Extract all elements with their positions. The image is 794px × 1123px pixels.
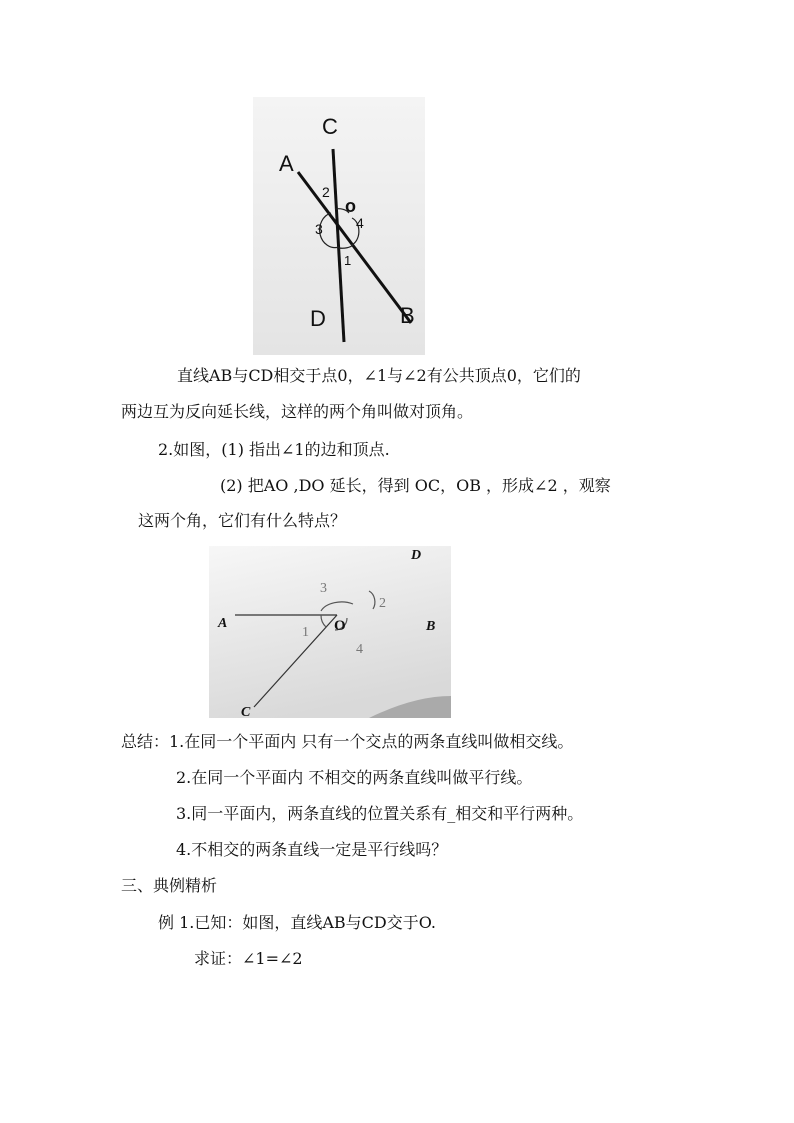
paragraph-vertical-angles-line-1: 直线AB与CD相交于点0，∠1与∠2有公共顶点0，它们的 — [177, 366, 581, 385]
label-angle-3: 3 — [315, 221, 323, 237]
label-d: D — [310, 306, 326, 331]
summary-point-1: 总结：1.在同一个平面内 只有一个交点的两条直线叫做相交线。 — [121, 732, 574, 751]
label-a: A — [218, 616, 228, 631]
example-1-statement: 例 1.已知：如图，直线AB与CD交于O. — [158, 913, 437, 932]
question-2-part-2-line-2: 这两个角，它们有什么特点？ — [138, 511, 347, 530]
example-1-prove: 求证：∠1=∠2 — [194, 949, 303, 968]
label-o: O — [334, 618, 346, 634]
label-angle-3: 3 — [320, 581, 327, 596]
summary-point-4: 4.不相交的两条直线一定是平行线吗？ — [176, 840, 448, 859]
question-2-part-2-line-1: (2) 把AO ,DO 延长，得到 OC，OB ，形成∠2 ，观察 — [220, 476, 611, 495]
summary-point-2: 2.在同一个平面内 不相交的两条直线叫做平行线。 — [176, 768, 533, 787]
label-b: B — [400, 303, 415, 328]
label-c: C — [241, 705, 251, 718]
label-a: A — [279, 151, 294, 176]
summary-point-3: 3.同一平面内，两条直线的位置关系有_相交和平行两种。 — [176, 804, 584, 823]
question-2-part-1: 2.如图，(1) 指出∠1的边和顶点. — [158, 440, 390, 459]
label-angle-1: 1 — [344, 253, 352, 268]
label-o: o — [345, 196, 356, 216]
label-d: D — [411, 548, 422, 563]
label-angle-1: 1 — [302, 625, 309, 640]
section-heading: 三、典例精析 — [121, 876, 218, 895]
figure-intersecting-lines — [253, 97, 425, 355]
label-c: C — [322, 114, 338, 139]
paragraph-vertical-angles-line-2: 两边互为反向延长线，这样的两个角叫做对顶角。 — [121, 402, 474, 421]
label-b: B — [426, 619, 436, 634]
label-angle-4: 4 — [356, 642, 363, 657]
figure-2-background — [209, 546, 451, 718]
figure-2-svg — [209, 546, 451, 718]
figure-1-svg — [253, 97, 425, 355]
label-angle-4: 4 — [356, 215, 364, 231]
label-angle-2: 2 — [379, 596, 386, 611]
figure-angles-at-o — [209, 546, 451, 718]
label-angle-2: 2 — [322, 184, 330, 200]
